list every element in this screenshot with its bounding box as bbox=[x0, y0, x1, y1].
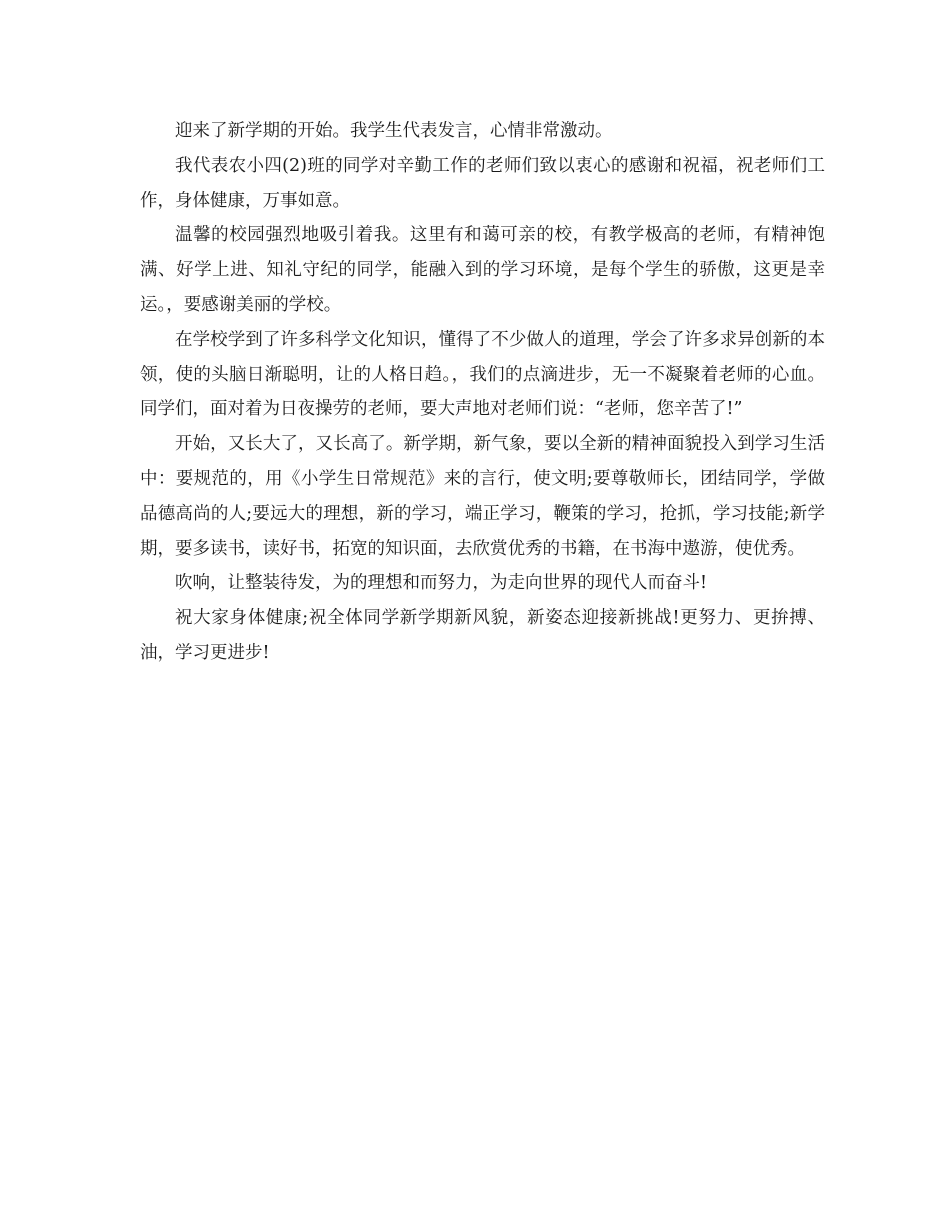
paragraph: 吹响，让整装待发，为的理想和而努力，为走向世界的现代人而奋斗! bbox=[175, 573, 708, 594]
paragraph: 在学校学到了许多科学文化知识，懂得了不少做人的道理，学会了许多求异创新的本领，使的头脑日渐聪明，让的人格日趋。，我们的点滴进步，无一不凝聚着老师的心血。同学们，面对着为日夜操劳的老师，要大声地对老师们说：“老师，您辛苦了!” bbox=[140, 329, 825, 420]
paragraph: 我代表农小四(2)班的同学对辛勤工作的老师们致以衷心的感谢和祝福，祝老师们工作，身体健康，万事如意。 bbox=[140, 155, 825, 211]
paragraph: 迎来了新学期的开始。我学生代表发言，心情非常激动。 bbox=[175, 121, 613, 141]
document-body bbox=[140, 114, 825, 671]
paragraph: 祝大家身体健康;祝全体同学新学期新风貌，新姿态迎接新挑战!更努力、更拚搏、油，学习更进步! bbox=[140, 608, 825, 663]
paragraph: 温馨的校园强烈地吸引着我。这里有和蔼可亲的校，有教学极高的老师，有精神饱满、好学上进、知礼守纪的同学，能融入到的学习环境，是每个学生的骄傲，这更是幸运。，要感谢美丽的学校。 bbox=[140, 225, 825, 315]
paragraph: 开始，又长大了，又长高了。新学期，新气象，要以全新的精神面貌投入到学习生活中：要规范的，用《小学生日常规范》来的言行，使文明;要尊敬师长，团结同学，学做品德高尚的人;要远大的理想，新的学习，端正学习，鞭策的学习，抢抓，学习技能;新学期，要多读书，读好书，拓宽的知识面，去欣赏优秀的书籍，在书海中遨游，使优秀。 bbox=[140, 434, 825, 559]
